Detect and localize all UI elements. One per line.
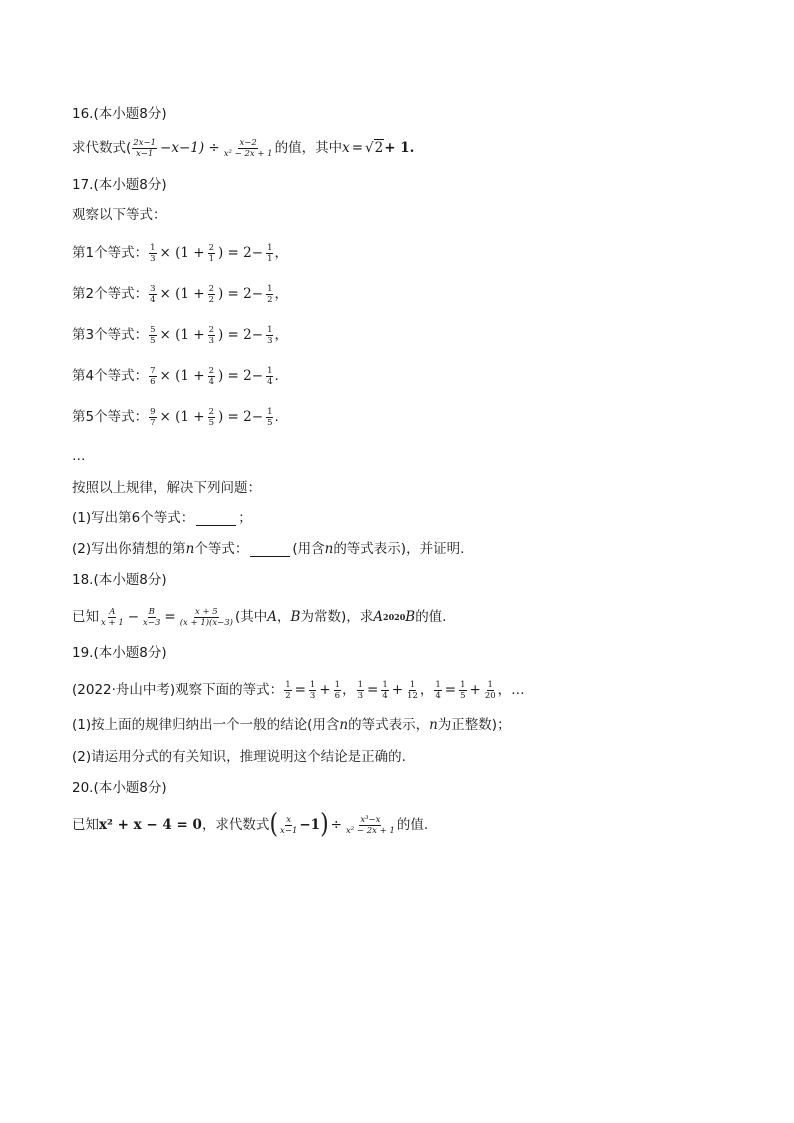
q17-equation-3: 第3个等式： $\frac{5}{5}$ × (1 + $\frac{2}{3}$ ) = 2− $\frac{1}{3}$ ， xyxy=(72,324,288,346)
q16-expression: 求代数式( $\frac{2x-1}{x-1}$ −x−1) ÷ $\frac{x-2}{\text{x² − 2x + 1}}$ 的值，其中 x = √2 + 1. xyxy=(72,137,415,159)
q16-sqrt: √2 xyxy=(365,140,384,156)
q17-rule: 按照以上规律，解决下列问题： xyxy=(72,480,261,496)
q19-part-1: (1)按上面的规律归纳出一个一般的结论(用含 n 的等式表示， n 为正整数)； xyxy=(72,717,511,733)
q17-equation-5: 第5个等式： $\frac{9}{7}$ × (1 + $\frac{2}{5}$ ) = 2− $\frac{1}{5}$ . xyxy=(72,406,279,428)
q17-equation-2: 第2个等式： $\frac{3}{4}$ × (1 + $\frac{2}{2}$ ) = 2− $\frac{1}{2}$ ， xyxy=(72,283,288,305)
q17-equation-4: 第4个等式： $\frac{7}{6}$ × (1 + $\frac{2}{4}$ ) = 2− $\frac{1}{4}$ . xyxy=(72,365,279,387)
q19-expression: (2022·舟山中考)观察下面的等式： $\frac{1}{2}$ = $\frac{1}{3}$ + $\frac{1}{6}$ ， $\frac{1}{3}$ = $\frac{1}{4}$ + $\frac{1}{12}$ ， $\frac{1}{4}$ = $\frac{1}{5}$ + $\frac{1}{20}$ ，… xyxy=(72,679,525,701)
q17-intro: 观察以下等式： xyxy=(72,207,167,223)
answer-blank[interactable] xyxy=(196,511,236,526)
q18-heading: 18.(本小题8分) xyxy=(72,572,167,588)
q17-part-1: (1)写出第6个等式： ； xyxy=(72,510,252,526)
q17-equation-1: 第1个等式： $\frac{1}{3}$ × (1 + $\frac{2}{1}$ ) = 2− $\frac{1}{1}$ ， xyxy=(72,242,288,264)
q19-part-2: (2)请运用分式的有关知识，推理说明这个结论是正确的. xyxy=(72,749,406,765)
q19-heading: 19.(本小题8分) xyxy=(72,645,167,661)
q18-expression: 已知 $\frac{A}{x + 1}$ − $\frac{B}{x-3}$ = $\frac{x + 5}{(x + 1)(x-3)}$ (其中 A ， B 为常数)，求 A 2020 B 的值. xyxy=(72,606,447,628)
q17-heading: 17.(本小题8分) xyxy=(72,177,167,193)
q16-fraction-1: $\frac{2x-1}{x-1}$ xyxy=(133,137,157,159)
q17-ellipsis: … xyxy=(72,448,86,464)
q20-expression: 已知 x² + x − 4 = 0 ，求代数式 ( $\frac{x}{x-1}$ −1 ) ÷ $\frac{\text{x³−x}}{\text{x² − 2x + 1}}$ 的值. xyxy=(72,808,429,840)
q20-heading: 20.(本小题8分) xyxy=(72,780,167,796)
q17-part-2: (2)写出你猜想的第 n 个等式： (用含 n 的等式表示)，并证明. xyxy=(72,541,465,557)
answer-blank[interactable] xyxy=(250,542,290,557)
q16-heading: 16.(本小题8分) xyxy=(72,106,167,122)
q16-fraction-2: $\frac{x-2}{\text{x² − 2x + 1}}$ xyxy=(223,137,273,159)
